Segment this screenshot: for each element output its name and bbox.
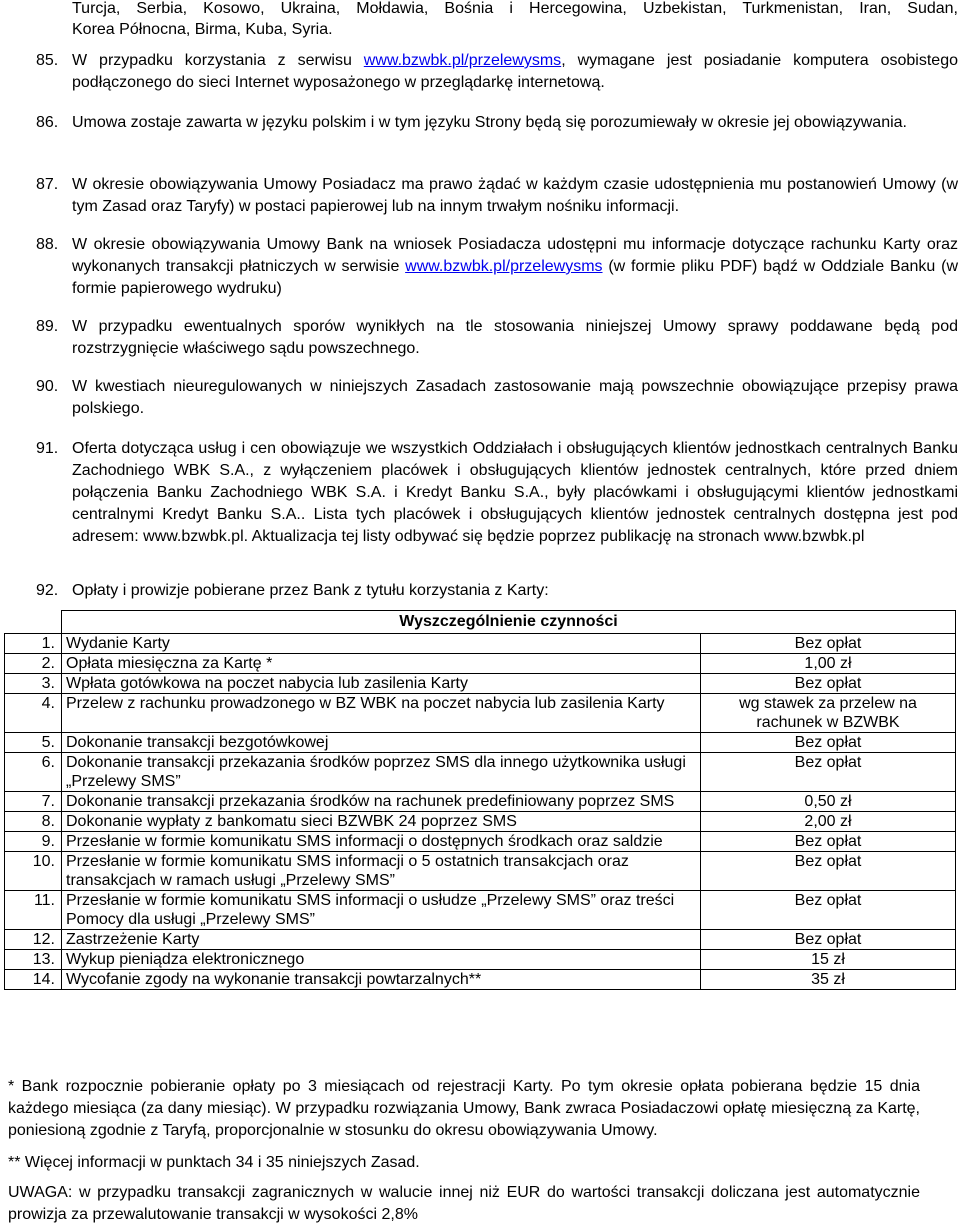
paragraph-text-end: , wymagane jest posiadanie komputera osobistego podłączonego do sieci Internet wyposażonego w przeglądarkę internetową. (72, 52, 958, 91)
paragraph-text: Oferta dotycząca usług i cen obowiązuje we wszystkich Oddziałach i obsługujących klientów jednostkach centralnych Banku Zachodniego WBK S.A., z wyłączeniem placówek i obsługujących klientów jednostek centralnych, które przed dniem połączenia Banku Zachodniego WBK S.A. i Kredyt Banku S.A., były placówkami i obsługującymi klientów jednostkami centralnymi Kredyt Banku S.A.. Lista tych placówek i obsługujących klientów jednostek centralnych dostępna jest pod adresem: www.bzwbk.pl. Aktualizacja tej listy odbywać się będzie poprzez publikację na stronach www.bzwbk.pl (72, 440, 958, 545)
row-description: Przesłanie w formie komunikatu SMS informacji o dostępnych środkach oraz saldzie (62, 832, 701, 852)
table-row (5, 852, 956, 891)
row-price: Bez opłat (701, 930, 956, 950)
row-price: Bez opłat (701, 832, 956, 852)
table-row (5, 930, 956, 950)
row-number: 11. (5, 891, 62, 930)
paragraph-number: 85. (36, 52, 59, 69)
table-row (5, 891, 956, 930)
row-description: Dokonanie transakcji przekazania środków na rachunek predefiniowany poprzez SMS (62, 792, 701, 812)
table-row (5, 694, 956, 733)
table-row (5, 654, 956, 674)
row-description: Opłata miesięczna za Kartę * (62, 654, 701, 674)
row-price: Bez opłat (701, 753, 956, 792)
row-description: Wpłata gotówkowa na poczet nabycia lub zasilenia Karty (62, 674, 701, 694)
row-number: 9. (5, 832, 62, 852)
row-number: 3. (5, 674, 62, 694)
table-row (5, 970, 956, 990)
continuation-line-1: Turcja, Serbia, Kosowo, Ukraina, Mołdawia, Bośnia i Hercegowina, Uzbekistan, Turkmenistan, Iran, Sudan, (72, 0, 958, 17)
row-description: Przelew z rachunku prowadzonego w BZ WBK na poczet nabycia lub zasilenia Karty (62, 694, 701, 733)
table-row (5, 674, 956, 694)
row-number: 8. (5, 812, 62, 832)
row-description: Wycofanie zgody na wykonanie transakcji powtarzalnych** (62, 970, 701, 990)
table-row (5, 812, 956, 832)
row-number: 14. (5, 970, 62, 990)
row-number: 12. (5, 930, 62, 950)
paragraph-text: W kwestiach nieuregulowanych w niniejszych Zasadach zastosowanie mają powszechnie obowiązujące przepisy prawa polskiego. (72, 378, 958, 417)
continuation-text (72, 0, 958, 40)
table-row (5, 950, 956, 970)
table-row (5, 634, 956, 654)
row-description: Wykup pieniądza elektronicznego (62, 950, 701, 970)
przelewysms-link[interactable]: www.bzwbk.pl/przelewysms (405, 258, 603, 275)
row-description: Przesłanie w formie komunikatu SMS informacji o 5 ostatnich transakcjach oraz transakcjach w ramach usługi „Przelewy SMS” (62, 852, 701, 891)
continuation-line-2: Korea Północna, Birma, Kuba, Syria. (72, 21, 333, 38)
row-description: Zastrzeżenie Karty (62, 930, 701, 950)
row-number: 4. (5, 694, 62, 733)
paragraph-number: 91. (36, 440, 59, 457)
paragraph-text-end: (w formie pliku PDF) bądź w Oddziale Banku (w formie papierowego wydruku) (72, 258, 958, 297)
row-price: Bez opłat (701, 852, 956, 891)
warning-note: UWAGA: w przypadku transakcji zagranicznych w walucie innej niż EUR do wartości transakcji doliczana jest automatycznie prowizja za przewalutowanie transakcji w wysokości 2,8% (8, 1184, 920, 1223)
paragraph-text: Umowa zostaje zawarta w języku polskim i w tym języku Strony będą się porozumiewały w okresie jej obowiązywania. (72, 114, 907, 131)
fee-table-spacer (5, 611, 62, 634)
paragraph-text: W przypadku ewentualnych sporów wynikłych na tle stosowania niniejszej Umowy sprawy poddawane będą pod rozstrzygnięcie właściwego sądu powszechnego. (72, 318, 958, 357)
footnote-star: * Bank rozpocznie pobieranie opłaty po 3 miesiącach od rejestracji Karty. Po tym okresie opłata pobierana będzie 15 dnia każdego miesiąca (za dany miesiąc). W przypadku rozwiązania Umowy, Bank zwraca Posiadaczowi opłatę miesięczną za Kartę, poniesioną zgodnie z Taryfą, proporcjonalnie w stosunku do okresu obowiązywania Umowy. (8, 1078, 920, 1139)
row-price: Bez opłat (701, 733, 956, 753)
fee-table-header-row (5, 611, 956, 634)
row-number: 13. (5, 950, 62, 970)
row-price: 0,50 zł (701, 792, 956, 812)
row-number: 10. (5, 852, 62, 891)
row-description: Dokonanie transakcji bezgotówkowej (62, 733, 701, 753)
row-price: Bez opłat (701, 634, 956, 654)
paragraph-text: W okresie obowiązywania Umowy Bank na wniosek Posiadacza udostępni mu informacje dotyczące rachunku Karty oraz wykonanych transakcji płatniczych w serwisie (72, 236, 958, 275)
paragraph-number: 92. (36, 582, 59, 599)
row-description: Dokonanie transakcji przekazania środków poprzez SMS dla innego użytkownika usługi „Przelewy SMS” (62, 753, 701, 792)
przelewysms-link[interactable]: www.bzwbk.pl/przelewysms (363, 52, 562, 69)
row-number: 5. (5, 733, 62, 753)
row-description: Wydanie Karty (62, 634, 701, 654)
row-price: 1,00 zł (701, 654, 956, 674)
paragraph-number: 87. (36, 176, 59, 193)
row-price: Bez opłat (701, 674, 956, 694)
table-row (5, 753, 956, 792)
row-price: Bez opłat (701, 891, 956, 930)
paragraph-number: 89. (36, 318, 59, 335)
row-price: 2,00 zł (701, 812, 956, 832)
footnote-double-star: ** Więcej informacji w punktach 34 i 35 niniejszych Zasad. (8, 1154, 420, 1171)
table-row (5, 792, 956, 812)
row-price: 15 zł (701, 950, 956, 970)
paragraph-text: W przypadku korzystania z serwisu (72, 52, 364, 69)
paragraph-number: 90. (36, 378, 59, 395)
row-number: 7. (5, 792, 62, 812)
fee-table-header: Wyszczególnienie czynności (62, 611, 956, 634)
row-description: Dokonanie wypłaty z bankomatu sieci BZWBK 24 poprzez SMS (62, 812, 701, 832)
row-number: 1. (5, 634, 62, 654)
paragraph-number: 86. (36, 114, 59, 131)
row-description: Przesłanie w formie komunikatu SMS informacji o usłudze „Przelewy SMS” oraz treści Pomocy dla usługi „Przelewy SMS” (62, 891, 701, 930)
row-number: 2. (5, 654, 62, 674)
fee-table (4, 610, 956, 990)
table-row (5, 733, 956, 753)
paragraph-number: 88. (36, 236, 59, 253)
row-price: wg stawek za przelew na rachunek w BZWBK (701, 694, 956, 733)
paragraph-text: Opłaty i prowizje pobierane przez Bank z tytułu korzystania z Karty: (72, 582, 549, 599)
paragraph-text: W okresie obowiązywania Umowy Posiadacz ma prawo żądać w każdym czasie udostępnienia mu postanowień Umowy (w tym Zasad oraz Taryfy) w postaci papierowej lub na innym trwałym nośniku informacji. (72, 176, 958, 215)
row-price: 35 zł (701, 970, 956, 990)
table-row (5, 832, 956, 852)
row-number: 6. (5, 753, 62, 792)
